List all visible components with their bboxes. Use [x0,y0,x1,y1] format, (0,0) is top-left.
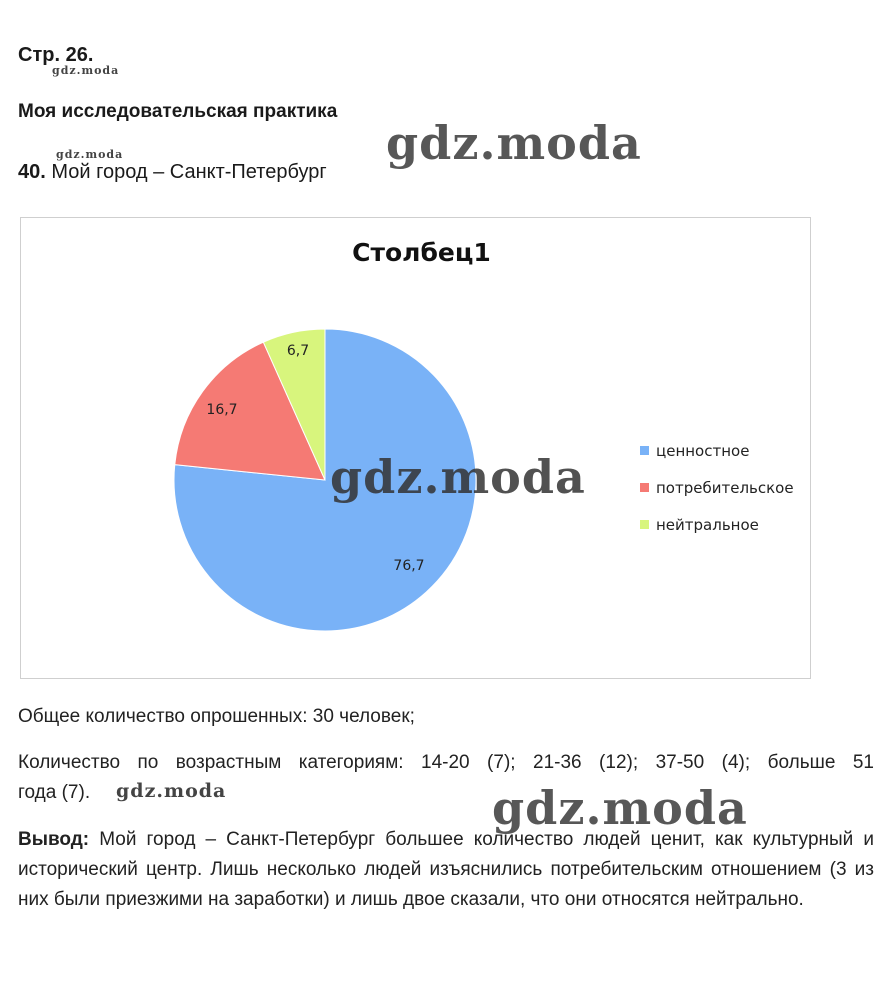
pie-chart-container [20,217,811,679]
conclusion-label: Вывод: [18,829,90,850]
watermark-small: gdz.moda [56,148,124,161]
task-number: 40. [18,161,46,183]
data-label: 76,7 [393,558,425,574]
total-respondents: Общее количество опрошенных: 30 человек; [18,706,415,727]
conclusion-text: Мой город – Санкт-Петербург большее количество людей ценит, как культурный и исторический центр. Лишь несколько людей изъяснились потребительским отношением (3 из них были приезжими на заработки) и лишь двое сказали, что они относятся нейтрально. [18,829,875,910]
watermark-large: gdz.moda [330,450,586,504]
legend-swatch [640,483,649,492]
legend-swatch [640,520,649,529]
page-reference: Стр. 26. [18,44,94,66]
chart-legend [640,432,794,543]
legend-swatch [640,446,649,455]
legend-label: нейтральное [656,515,759,534]
age-categories-line-1 [18,748,874,778]
data-label: 6,7 [286,343,310,359]
conclusion [18,825,874,915]
legend-item [640,432,794,469]
legend-item [640,506,794,543]
section-title: Моя исследовательская практика [18,101,338,122]
legend-item [640,469,794,506]
watermark-small: gdz.moda [52,64,120,77]
watermark-large: gdz.moda [386,116,642,170]
legend-label: потребительское [656,478,794,497]
task-heading [18,161,327,184]
chart-title-text: Столбец1 [352,238,491,267]
watermark-large: gdz.moda [492,781,748,835]
age-categories-line-2: года (7). [18,782,91,803]
watermark-medium: gdz.moda [116,780,227,802]
age-categories-text: Количество по возрастным категориям: 14-20 (7); 21-36 (12); 37-50 (4); больше 51 [18,752,874,773]
data-label: 16,7 [206,402,238,418]
legend-label: ценностное [656,441,750,460]
task-text: Мой город – Санкт-Петербург [51,161,327,183]
